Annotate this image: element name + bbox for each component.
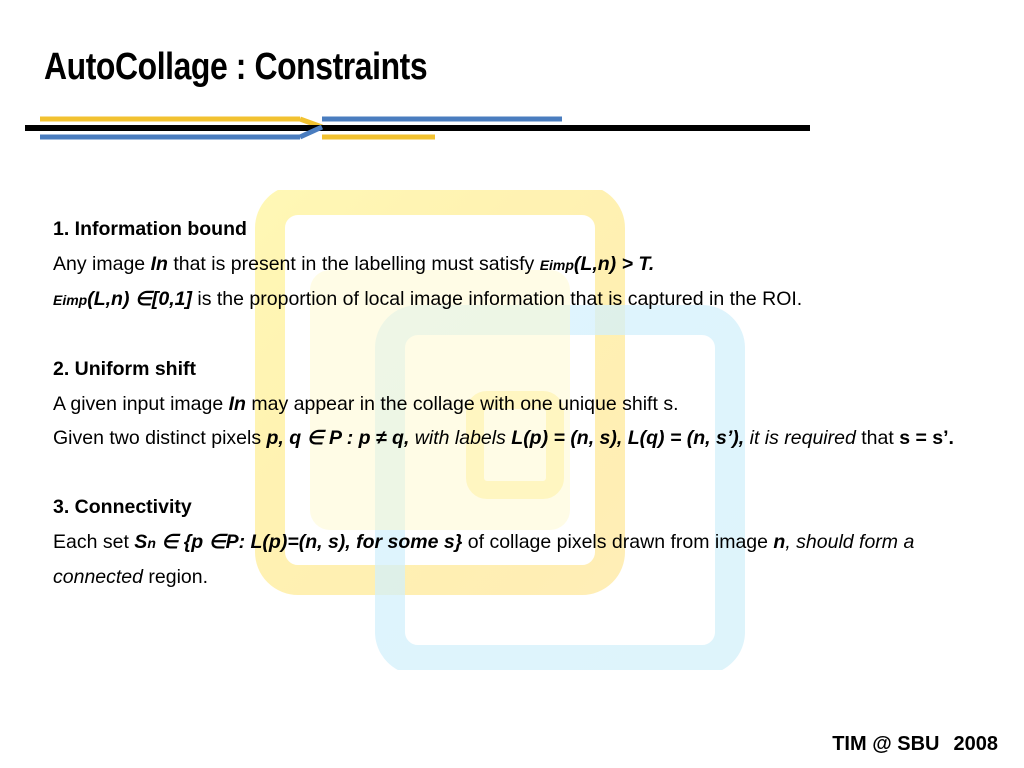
slide-title: AutoCollage : Constraints bbox=[44, 46, 428, 88]
text-run: Any image bbox=[53, 252, 151, 275]
math-symbol: In bbox=[228, 392, 246, 415]
math-symbol: S bbox=[134, 530, 148, 553]
text-run: that bbox=[855, 427, 900, 449]
text-run: that is present in the labelling must satisfy bbox=[167, 252, 540, 275]
math-expression: p, q ∈ P : p ≠ q, bbox=[266, 427, 410, 449]
math-expression: s = s’. bbox=[899, 427, 954, 449]
section-heading: 2. Uniform shift bbox=[53, 358, 197, 380]
text-run: region. bbox=[143, 566, 209, 588]
section-heading: 1. Information bound bbox=[53, 218, 247, 240]
slide-footer bbox=[832, 733, 998, 756]
section-connectivity bbox=[53, 490, 973, 595]
text-run: , should form a connected bbox=[53, 530, 915, 588]
section-text bbox=[53, 282, 973, 318]
text-run: Given two distinct pixels bbox=[53, 427, 267, 449]
section-text bbox=[53, 421, 973, 456]
section-text bbox=[53, 387, 973, 422]
section-information-bound bbox=[53, 212, 973, 318]
section-text bbox=[53, 247, 973, 283]
title-underline bbox=[0, 110, 820, 144]
math-symbol: n bbox=[773, 530, 786, 553]
footer-year: 2008 bbox=[953, 733, 998, 755]
text-run: of collage pixels drawn from image bbox=[462, 530, 774, 553]
text-run: Each set bbox=[53, 530, 135, 553]
math-symbol: Eimp bbox=[539, 256, 574, 273]
section-text bbox=[53, 525, 973, 595]
math-expression: L(p) = (n, s), L(q) = (n, s’), bbox=[511, 427, 745, 449]
math-subscript: n bbox=[147, 534, 156, 551]
math-expression: (L,n) > T. bbox=[573, 252, 655, 275]
section-heading: 3. Connectivity bbox=[53, 496, 192, 518]
text-run: may appear in the collage with one unique shift s. bbox=[245, 392, 679, 415]
math-expression: ∈ {p ∈P: L(p)=(n, s), for some s} bbox=[155, 530, 463, 553]
math-expression: (L,n) ∈[0,1] bbox=[87, 288, 192, 310]
math-symbol: Eimp bbox=[53, 292, 88, 308]
text-run: with labels bbox=[409, 427, 512, 449]
section-uniform-shift bbox=[53, 352, 973, 456]
math-symbol: In bbox=[150, 252, 168, 275]
slide-body bbox=[53, 212, 973, 629]
text-run: is the proportion of local image information that is captured in the ROI. bbox=[191, 288, 803, 310]
text-run: it is required bbox=[744, 427, 856, 449]
text-run: A given input image bbox=[53, 392, 229, 415]
footer-org: TIM @ SBU bbox=[832, 733, 940, 755]
